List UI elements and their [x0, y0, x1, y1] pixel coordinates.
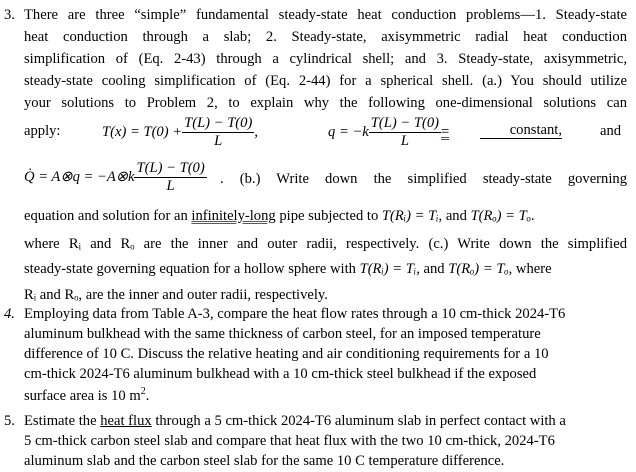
eq2-lhs: q = −k — [328, 123, 369, 140]
problem-3-line-4: steady-state cooling simplification of (Eq. 2-44) for a spherical shell. (a.) You should utilize — [24, 73, 627, 89]
line-10-text-a: steady-state governing equation for a hollow sphere with — [24, 261, 360, 277]
problem-5-number: 5. — [4, 413, 15, 429]
line-10-text-c: , where — [508, 261, 552, 277]
line-8-text-a: equation and solution for an — [24, 208, 192, 224]
problem-3-line-8 — [24, 208, 535, 225]
eq2-numerator: T(L) − T(0) — [370, 114, 440, 131]
eq2-equals: = — [441, 123, 450, 140]
eq3-lhs: Q̇ = A⊗q = −A⊗k — [24, 169, 135, 185]
constant-label: constant, — [480, 123, 562, 139]
problem-3-line-2: heat conduction through a slab; 2. Steady-state, axisymmetric radial heat conduction — [24, 29, 627, 45]
eq2-fraction — [369, 115, 441, 150]
eq3-fraction — [134, 160, 206, 195]
problem-4-line-4: cm-thick 2024-T6 aluminum bulkhead with a 10 cm-thick steel bulkhead if the exposed — [24, 366, 537, 382]
problem-5-line-3: aluminum slab and the carbon steel slab for the same 10 C temperature difference. — [24, 453, 505, 469]
and-label: and — [600, 123, 622, 139]
problem-4-number: 4. — [4, 306, 15, 322]
p5-text-a: Estimate the — [24, 413, 101, 429]
p5-text-b: through a 5 cm-thick 2024-T6 aluminum slab in perfect contact with a — [151, 413, 566, 429]
problem-3-line-9: where Rᵢ and Rₒ are the inner and outer radii, respectively. (c.) Write down the simplified — [24, 236, 627, 252]
problem-5-line-1 — [24, 413, 566, 430]
heat-flux-term: heat flux — [100, 413, 152, 429]
sphere-bc-inner: T(Rᵢ) = Tᵢ — [359, 261, 417, 277]
boundary-condition-inner: T(Rᵢ) = Tᵢ — [381, 208, 439, 224]
apply-label: apply: — [24, 123, 61, 139]
line-8-text-d: . — [530, 208, 535, 224]
boundary-condition-outer: T(Rₒ) = Tₒ — [470, 208, 531, 224]
problem-3-line-10 — [24, 261, 552, 278]
problem-3-line-3: simplification of (Eq. 2-43) through a cylindrical shell; and 3. Steady-state, axisymmetric, — [24, 51, 627, 67]
eq1-numerator: T(L) − T(0) — [184, 114, 253, 131]
problem-4-line-5 — [24, 386, 149, 405]
line-5-period: . — [145, 387, 150, 404]
equation-temperature-profile: T(x) = T(0) + $\frac{T(L) - T(0)}{L}$ , — [102, 114, 258, 149]
line-8-text-c: , and — [438, 208, 471, 224]
eq3-denominator: L — [166, 177, 175, 194]
problem-4-line-1: Employing data from Table A-3, compare the heat flow rates through a 10 cm-thick 2024-T6 — [24, 306, 566, 322]
eq3-numerator: T(L) − T(0) — [136, 159, 205, 176]
squared-superscript: 2 — [140, 386, 146, 397]
problem-4-line-2: aluminum bulkhead with the same thickness of carbon steel, for an imposed temperature — [24, 326, 541, 342]
eq1-fraction — [182, 115, 254, 150]
eq1-lhs: T(x) = T(0) + — [102, 123, 183, 140]
problem-3-number: 3. — [4, 7, 15, 23]
equation-heat-flux — [328, 114, 449, 150]
problem-3-part-b: . (b.) Write down the simplified steady-state governing — [220, 171, 627, 187]
problem-3-line-5: your solutions to Problem 2, to explain why the following one-dimensional solutions can — [24, 95, 627, 111]
line-10-text-b: , and — [416, 261, 449, 277]
line-8-text-b: pipe subjected to — [275, 208, 382, 224]
problem-3-line-1: There are three “simple” fundamental steady-state heat conduction problems—1. Steady-state — [24, 7, 627, 23]
infinitely-long-term: infinitely-long — [191, 208, 276, 224]
problem-5-line-2: 5 cm-thick carbon steel slab and compare that heat flux with the two 10 cm-thick, 2024-T6 — [24, 433, 555, 449]
problem-4-line-3: difference of 10 C. Discuss the relative heating and air conditioning requirements for a 10 — [24, 346, 549, 362]
sphere-bc-outer: T(Rₒ) = Tₒ — [448, 261, 509, 277]
eq1-denominator: L — [214, 132, 223, 149]
problem-3-line-11: Rᵢ and Rₒ, are the inner and outer radii, respectively. — [24, 287, 328, 303]
eq2-denominator: L — [400, 132, 409, 149]
line-5-text: surface area is 10 m — [24, 387, 141, 404]
equation-heat-rate — [24, 156, 207, 198]
